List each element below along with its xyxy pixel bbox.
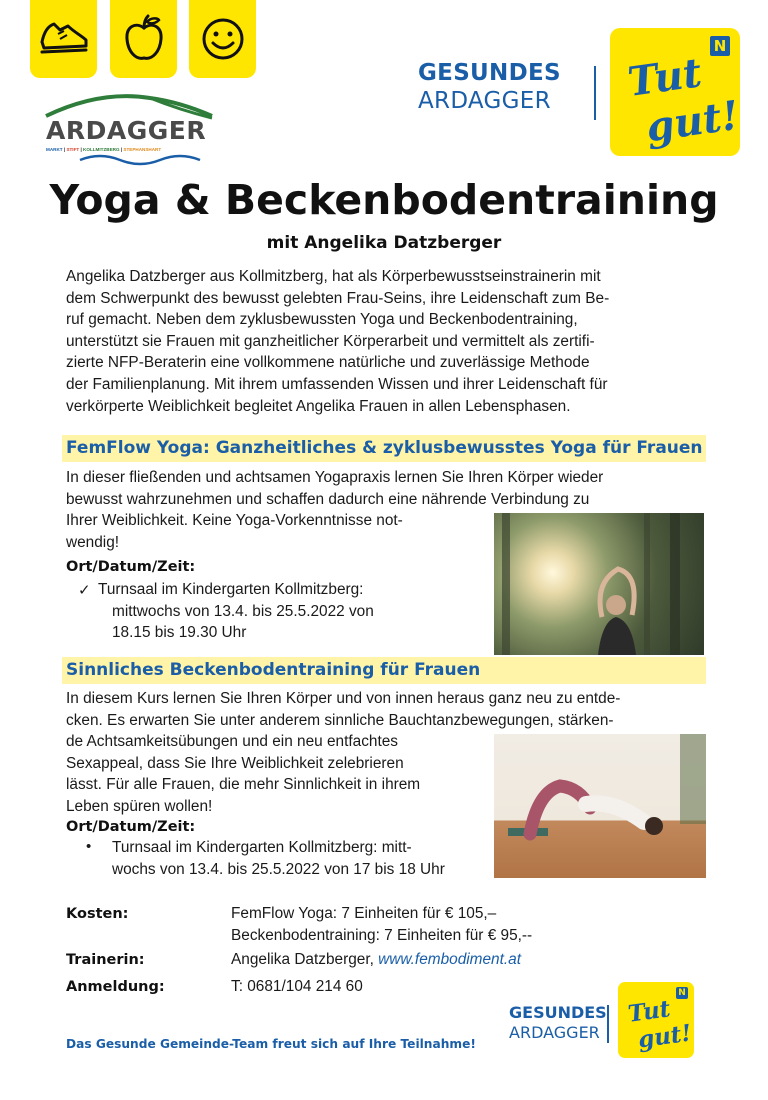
gesundes-text-small: GESUNDES [509,1003,607,1022]
website-link[interactable]: www.fembodiment.at [378,951,522,968]
ardagger-logo [40,88,220,168]
smiley-icon [197,14,249,64]
logo-divider [594,66,596,120]
gesundes-ardagger-logo-small [509,1003,607,1042]
yoga-figure-graphic [494,513,704,655]
noe-badge: N [710,36,730,56]
anmeldung-value: T: 0681/104 214 60 [231,978,363,995]
femflow-paragraph: In dieser fließenden und achtsamen Yogapraxis lernen Sie Ihren Körper wieder bewusst wahrzunehmen und schaffen dadurch eine nährende Verbindung zu Ihrer Weiblichkeit. Keine Yoga-Vorkenntnisse not- wendig! [66,469,604,551]
running-shoe-icon [38,14,90,58]
intro-paragraph: Angelika Datzberger aus Kollmitzberg, hat als Körperbewusstseinstrainerin mit dem Schwerpunkt des bewusst gelebten Frau-Seins, ihre Leidenschaft zum Be- ruf gemacht. Neben dem zyklusbewussten Yoga und Beckenbodentraining, unterstützt sie Frauen mit ganzheitlicher Körperarbeit und vermittelt als zertifi- zierte NFP-Beraterin eine vollkommene natürliche und zuverlässige Methode der Familienplanung. Mit ihrem umfassenden Wissen und ihrer Leidenschaft für verkörperte Weiblichkeit begleitet Angelika Frauen in allen Lebensphasen. [66,268,610,415]
wave-graphic [40,152,220,168]
ardagger-text-small: ARDAGGER [509,1023,600,1042]
bridge-pose-graphic [494,734,706,878]
trainerin-label: Trainerin: [66,952,145,968]
gut-text-small: gut! [636,1019,694,1054]
yoga-photo [494,513,704,655]
logo-divider-small [607,1005,609,1043]
tut-gut-logo [610,28,740,156]
bullet-icon: • [86,838,92,855]
location-label: Ort/Datum/Zeit: [66,559,196,575]
noe-badge-small: N [676,987,688,999]
section-heading-femflow: FemFlow Yoga: Ganzheitliches & zyklusbewusstes Yoga für Frauen [62,435,706,462]
location-label-2: Ort/Datum/Zeit: [66,819,196,835]
page-subtitle: mit Angelika Datzberger [266,233,502,253]
kosten-value: FemFlow Yoga: 7 Einheiten für € 105,– Beckenbodentraining: 7 Einheiten für € 95,-- [231,905,533,944]
tut-text: Tut [625,49,705,106]
pelvic-training-photo [494,734,706,878]
tut-gut-logo-small [618,982,694,1058]
ardagger-text: ARDAGGER [418,88,551,114]
section-heading-beckenboden: Sinnliches Beckenbodentraining für Frauen [62,657,706,684]
trainerin-value: Angelika Datzberger, www.fembodiment.at [231,951,522,968]
ardagger-wordmark: ARDAGGER [46,116,207,145]
ardagger-subline: MARKT | STIFT | KOLLMITZBERG | STEPHANSHART [46,147,162,152]
gesundes-text: GESUNDES [418,60,561,86]
apple-tile [110,0,177,78]
smiley-tile [189,0,256,78]
footer-note: Das Gesunde Gemeinde-Team freut sich auf Ihre Teilnahme! [66,1037,476,1051]
beckenboden-location: Turnsaal im Kindergarten Kollmitzberg: mitt- wochs von 13.4. bis 25.5.2022 von 17 bis 18 Uhr [112,839,445,878]
apple-icon [118,14,170,64]
checkmark-icon: ✓ [78,582,91,599]
gut-text: gut! [643,91,742,152]
kosten-label: Kosten: [66,906,129,922]
femflow-location: Turnsaal im Kindergarten Kollmitzberg: mittwochs von 13.4. bis 25.5.2022 von 18.15 bis 19.30 Uhr [98,581,374,642]
shoe-tile [30,0,97,78]
page-title: Yoga & Beckenbodentraining [49,176,719,224]
gesundes-ardagger-logo [418,60,561,114]
tut-text-small: Tut [626,995,673,1028]
anmeldung-label: Anmeldung: [66,979,165,995]
beckenboden-paragraph: In diesem Kurs lernen Sie Ihren Körper und von innen heraus ganz neu zu entde- cken. Es erwarten Sie unter anderem sinnliche Bauchtanzbewegungen, stärken- de Achtsamkeitsübungen und ein neu entfachtes Sexappeal, dass Sie Ihre Weiblichkeit zelebrieren lässt. Für alle Frauen, die mehr Sinnlichkeit in ihrem Leben spüren wollen! [66,690,621,815]
